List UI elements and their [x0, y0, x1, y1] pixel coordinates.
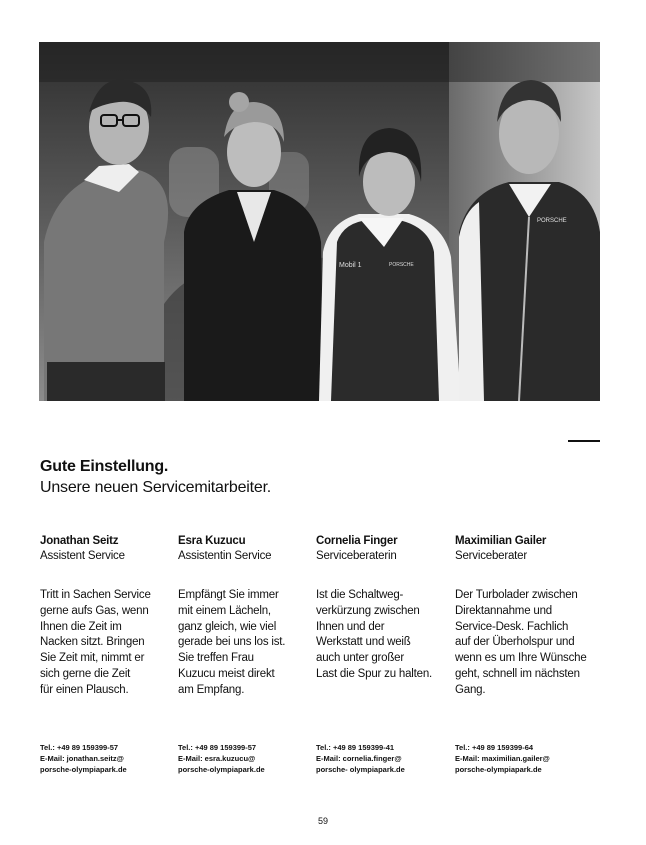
bio-line: Kuzucu meist direkt [178, 667, 275, 680]
email-domain[interactable]: porsche-olympiapark.de [40, 765, 127, 774]
contact-jonathan [40, 742, 180, 775]
bio-line: Gang. [455, 683, 486, 696]
staff-card-maximilian [455, 534, 585, 699]
contact-maximilian [455, 742, 595, 775]
bio-line: sich gerne die Zeit [40, 667, 131, 680]
bio-line: wenn es um Ihre Wünsche [455, 652, 587, 665]
bio-line: Ihnen die Zeit im [40, 620, 122, 633]
staff-name: Cornelia Finger [316, 535, 398, 547]
staff-role: Assistentin Service [178, 550, 272, 562]
email-domain[interactable]: porsche- olympiapark.de [316, 765, 405, 774]
bio-line: auch unter großer [316, 652, 405, 665]
bio-line: Direktannahme und [455, 604, 552, 617]
bio-line: gerne aufs Gas, wenn [40, 604, 149, 617]
staff-card-jonathan [40, 534, 170, 699]
bio-line: Werkstatt und weiß [316, 636, 411, 649]
staff-bio [455, 588, 585, 699]
jacket-text-mobil: Mobil 1 [339, 262, 362, 269]
bio-line: verkürzung zwischen [316, 604, 420, 617]
bio-line: Ist die Schaltweg- [316, 589, 404, 601]
bio-line: für einen Plausch. [40, 683, 129, 696]
email-link[interactable]: E-Mail: maximilian.gailer@ [455, 754, 550, 763]
email-domain[interactable]: porsche-olympiapark.de [455, 765, 542, 774]
email-link[interactable]: E-Mail: esra.kuzucu@ [178, 754, 256, 763]
phone-number: Tel.: +49 89 159399-64 [455, 743, 534, 752]
bio-line: am Empfang. [178, 683, 245, 696]
bio-line: Service-Desk. Fachlich [455, 620, 569, 633]
bio-line: ganz gleich, wie viel [178, 620, 277, 633]
staff-role: Serviceberaterin [316, 550, 397, 562]
staff-card-cornelia [316, 534, 446, 683]
bio-line: mit einem Lächeln, [178, 604, 271, 617]
team-photo-illustration [39, 42, 600, 401]
jacket-text-porsche-2: PORSCHE [389, 262, 414, 268]
page-number: 59 [317, 816, 328, 826]
phone-number: Tel.: +49 89 159399-57 [40, 743, 119, 752]
email-link[interactable]: E-Mail: jonathan.seitz@ [40, 754, 124, 763]
bio-line: Tritt in Sachen Service [40, 589, 151, 601]
staff-name: Esra Kuzucu [178, 535, 246, 547]
bio-line: geht, schnell im nächsten [455, 667, 580, 680]
phone-number: Tel.: +49 89 159399-41 [316, 743, 395, 752]
staff-card-esra [178, 534, 308, 699]
email-link[interactable]: E-Mail: cornelia.finger@ [316, 754, 402, 763]
bio-line: gerade bei uns los ist. [178, 636, 286, 649]
jacket-text-porsche-1: PORSCHE [537, 218, 567, 224]
bio-line: Der Turbolader zwischen [455, 589, 578, 601]
page-title: Gute Einstellung. [40, 458, 169, 475]
staff-role: Serviceberater [455, 550, 527, 562]
page-subtitle: Unsere neuen Servicemitarbeiter. [40, 479, 272, 496]
staff-bio [316, 588, 446, 683]
bio-line: Sie Zeit mit, nimmt er [40, 652, 145, 665]
section-heading [40, 456, 600, 499]
staff-role: Assistent Service [40, 550, 125, 562]
staff-bio [178, 588, 308, 699]
email-domain[interactable]: porsche-olympiapark.de [178, 765, 265, 774]
staff-bio [40, 588, 170, 699]
contact-cornelia [316, 742, 456, 775]
contact-esra [178, 742, 318, 775]
staff-name: Jonathan Seitz [40, 535, 119, 547]
team-photo [39, 42, 600, 401]
phone-number: Tel.: +49 89 159399-57 [178, 743, 257, 752]
bio-line: Empfängt Sie immer [178, 589, 279, 601]
bio-line: Last die Spur zu halten. [316, 667, 433, 680]
bio-line: Ihnen und der [316, 620, 385, 633]
bio-line: auf der Überholspur und [455, 636, 575, 649]
staff-name: Maximilian Gailer [455, 535, 547, 547]
section-divider [568, 440, 600, 442]
bio-line: Nacken sitzt. Bringen [40, 636, 145, 649]
bio-line: Sie treffen Frau [178, 652, 254, 665]
